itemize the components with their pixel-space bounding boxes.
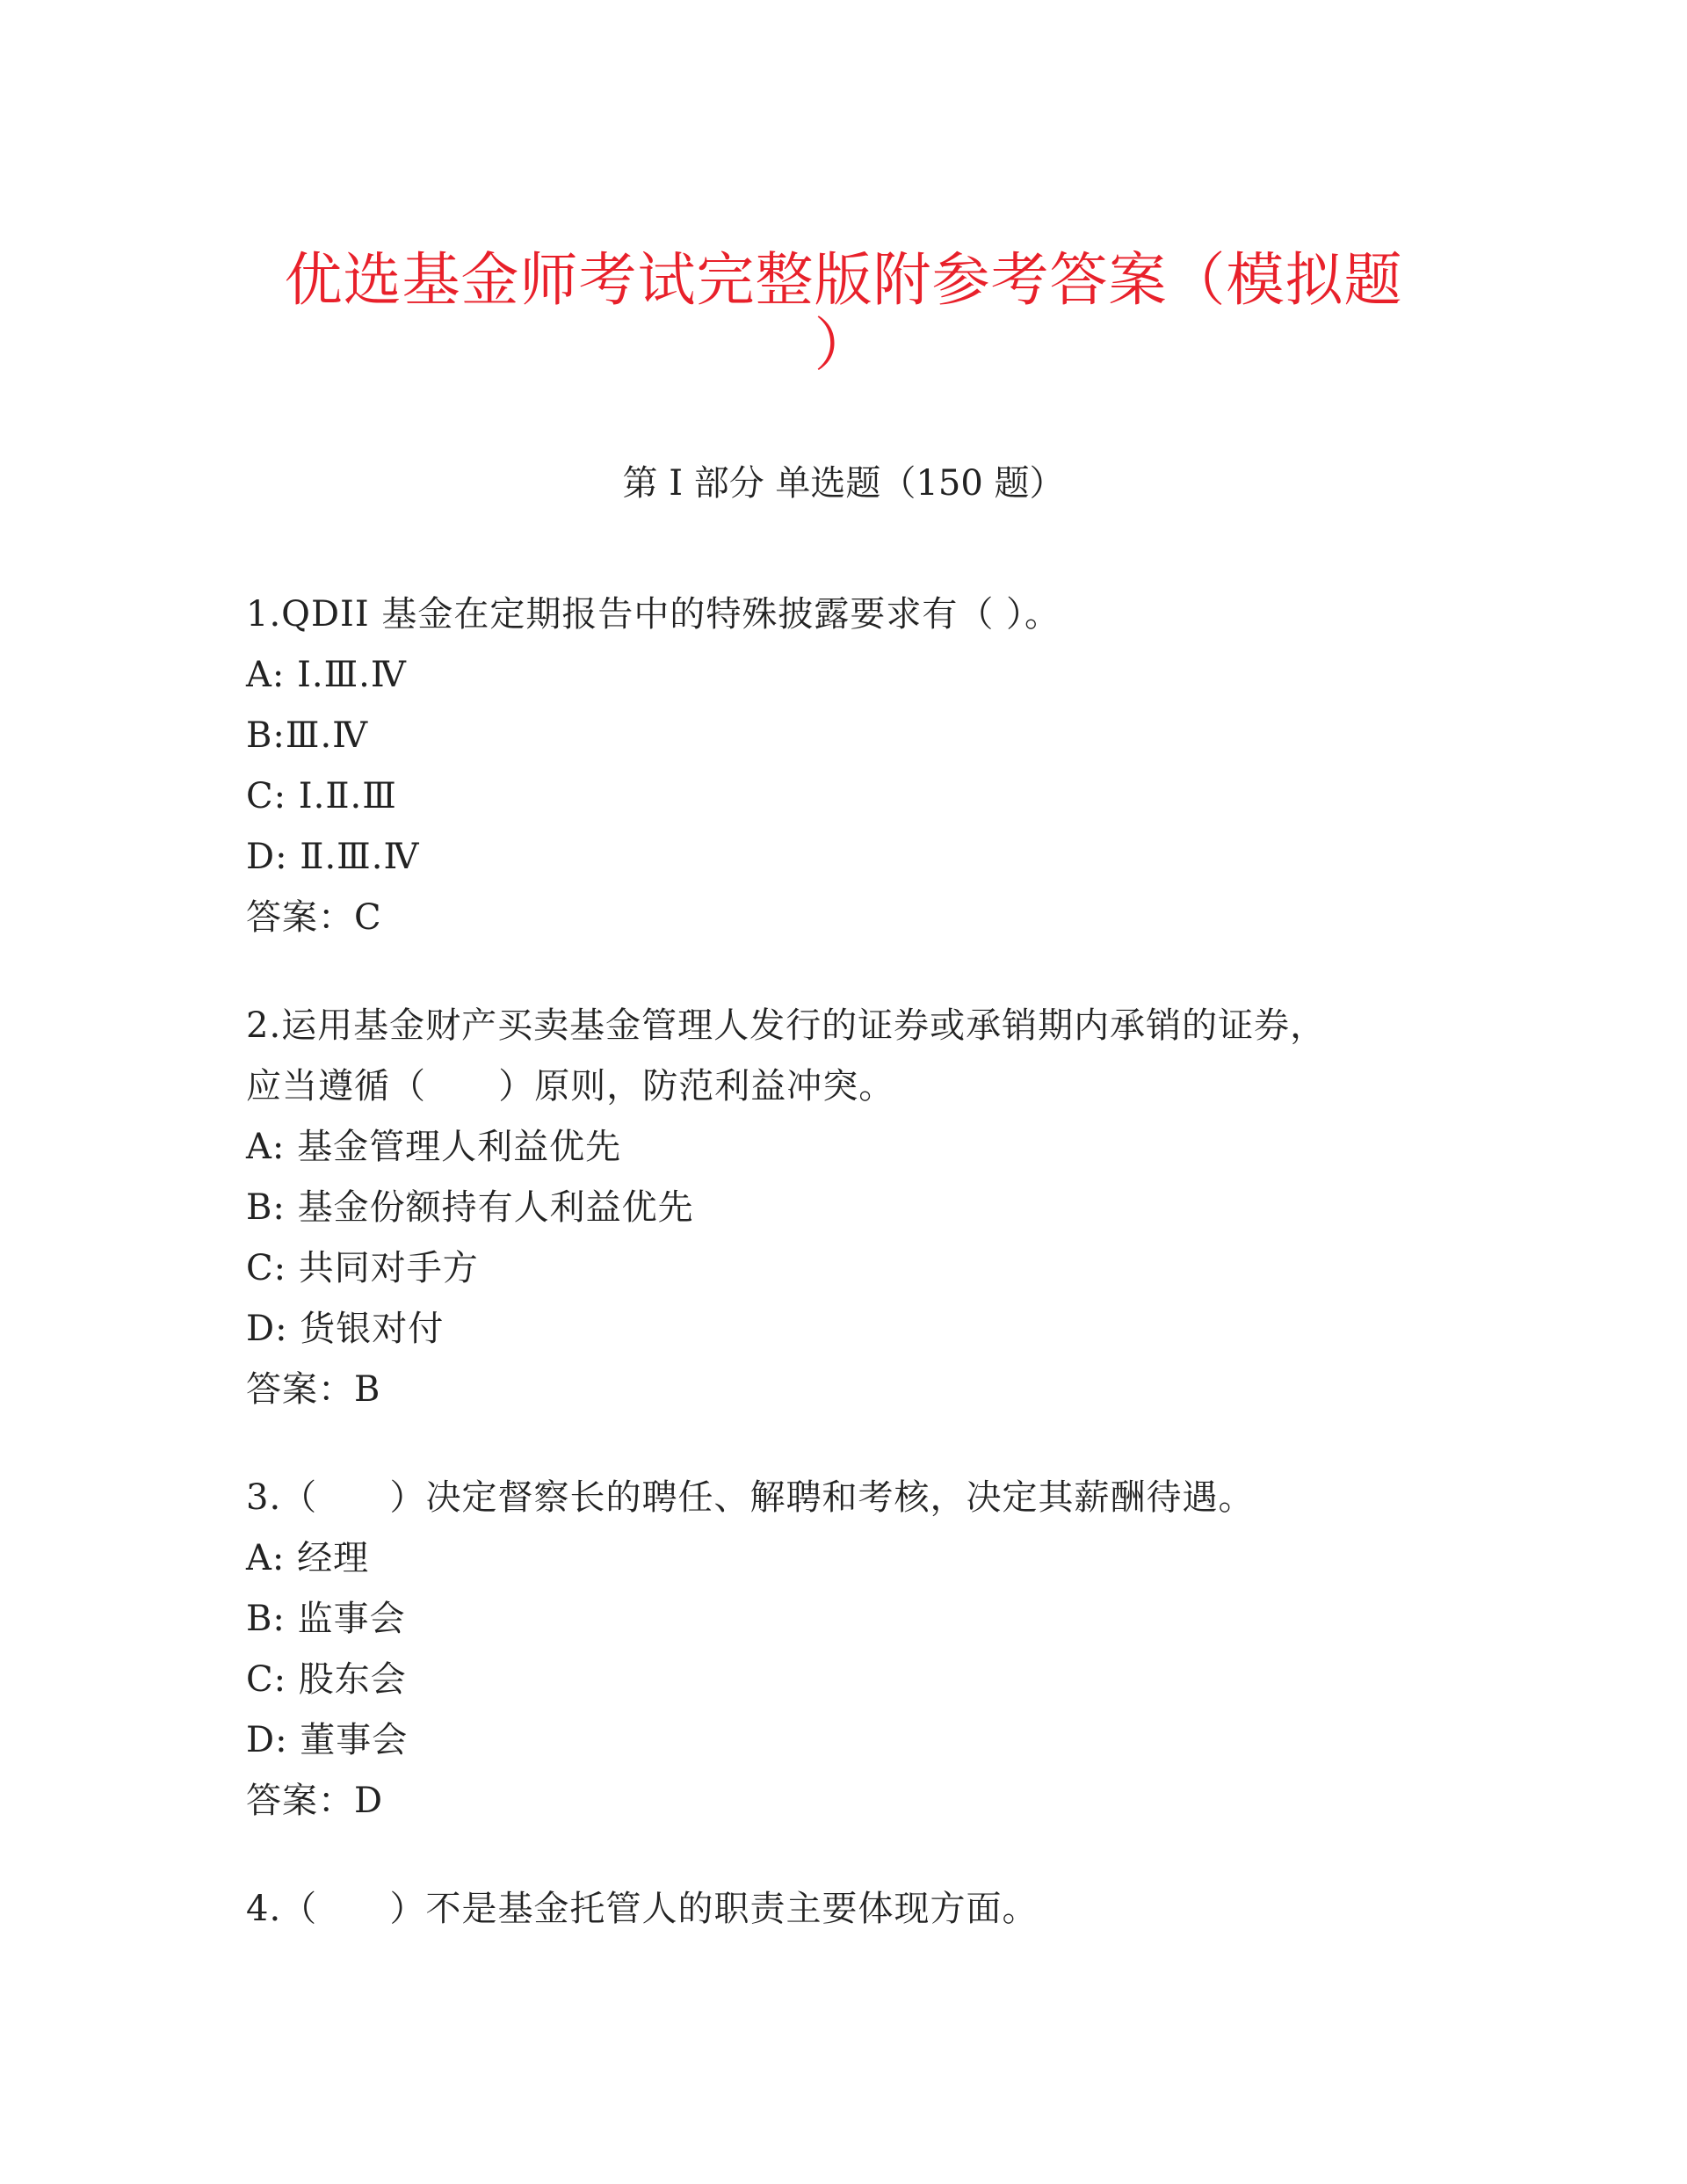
option-key: B: <box>246 1187 286 1228</box>
option-text: 监事会 <box>285 1599 406 1639</box>
option-key: C: <box>246 1248 287 1288</box>
option-text: 经理 <box>285 1538 370 1578</box>
question-3-option-b <box>246 1589 1459 1650</box>
answer-label: 答案： <box>246 897 354 938</box>
question-3-option-c <box>246 1650 1459 1710</box>
answer-value: B <box>354 1369 381 1410</box>
option-key: D: <box>246 1720 288 1760</box>
option-key: B: <box>246 715 286 756</box>
question-list <box>246 584 1459 1987</box>
question-4-stem: 4.（ ）不是基金托管人的职责主要体现方面。 <box>246 1889 1039 1929</box>
option-key: A: <box>246 655 286 695</box>
answer-label: 答案： <box>246 1369 354 1410</box>
question-3-option-d <box>246 1710 1459 1771</box>
document-title <box>220 248 1467 378</box>
option-text: Ⅱ.Ⅲ.Ⅳ <box>287 837 420 877</box>
option-text: 股东会 <box>286 1659 407 1700</box>
option-text: 董事会 <box>287 1720 409 1760</box>
question-2-answer <box>246 1360 1459 1420</box>
option-key: A: <box>246 1127 286 1167</box>
question-1-answer <box>246 888 1459 948</box>
question-2-option-c <box>246 1238 1459 1299</box>
option-key: C: <box>246 1659 287 1700</box>
question-2-option-d <box>246 1299 1459 1360</box>
option-key: D: <box>246 1309 288 1349</box>
option-key: C: <box>246 776 287 816</box>
question-1-stem: 1.QDII 基金在定期报告中的特殊披露要求有（ ）。 <box>246 594 1061 635</box>
option-text: 货银对付 <box>287 1309 445 1349</box>
question-1-option-c <box>246 766 1459 827</box>
question-1 <box>246 584 1459 948</box>
document-title-line-1: 优选基金师考试完整版附参考答案（模拟题 <box>284 246 1403 314</box>
question-3 <box>246 1468 1459 1832</box>
option-key: D: <box>246 837 288 877</box>
option-key: A: <box>246 1538 286 1578</box>
question-3-stem: 3.（ ）决定督察长的聘任、解聘和考核，决定其薪酬待遇。 <box>246 1477 1255 1518</box>
question-2-option-b <box>246 1178 1459 1238</box>
answer-value: D <box>354 1781 384 1821</box>
option-text: 基金份额持有人利益优先 <box>285 1187 694 1228</box>
question-3-option-a <box>246 1528 1459 1589</box>
question-1-option-d <box>246 827 1459 888</box>
option-text: 共同对手方 <box>286 1248 479 1288</box>
question-2-option-a <box>246 1117 1459 1178</box>
document-title-line-2: ） <box>814 311 873 379</box>
question-3-answer <box>246 1771 1459 1832</box>
option-key: B: <box>246 1599 286 1639</box>
question-1-option-a <box>246 645 1459 706</box>
answer-label: 答案： <box>246 1781 354 1821</box>
option-text: Ⅲ.Ⅳ <box>285 715 369 756</box>
option-text: 基金管理人利益优先 <box>285 1127 622 1167</box>
question-1-option-b <box>246 706 1459 766</box>
answer-value: C <box>354 897 382 938</box>
section-heading: 第 I 部分 单选题（150 题） <box>622 463 1065 504</box>
question-2-stem-line-2: 应当遵循（ ）原则，防范利益冲突。 <box>246 1066 895 1107</box>
question-2-stem-line-1: 2.运用基金财产买卖基金管理人发行的证券或承销期内承销的证券， <box>246 1005 1327 1046</box>
option-text: Ⅰ.Ⅲ.Ⅳ <box>285 655 407 695</box>
option-text: Ⅰ.Ⅱ.Ⅲ <box>286 776 397 816</box>
question-4 <box>246 1879 1459 1940</box>
question-2 <box>246 996 1459 1420</box>
